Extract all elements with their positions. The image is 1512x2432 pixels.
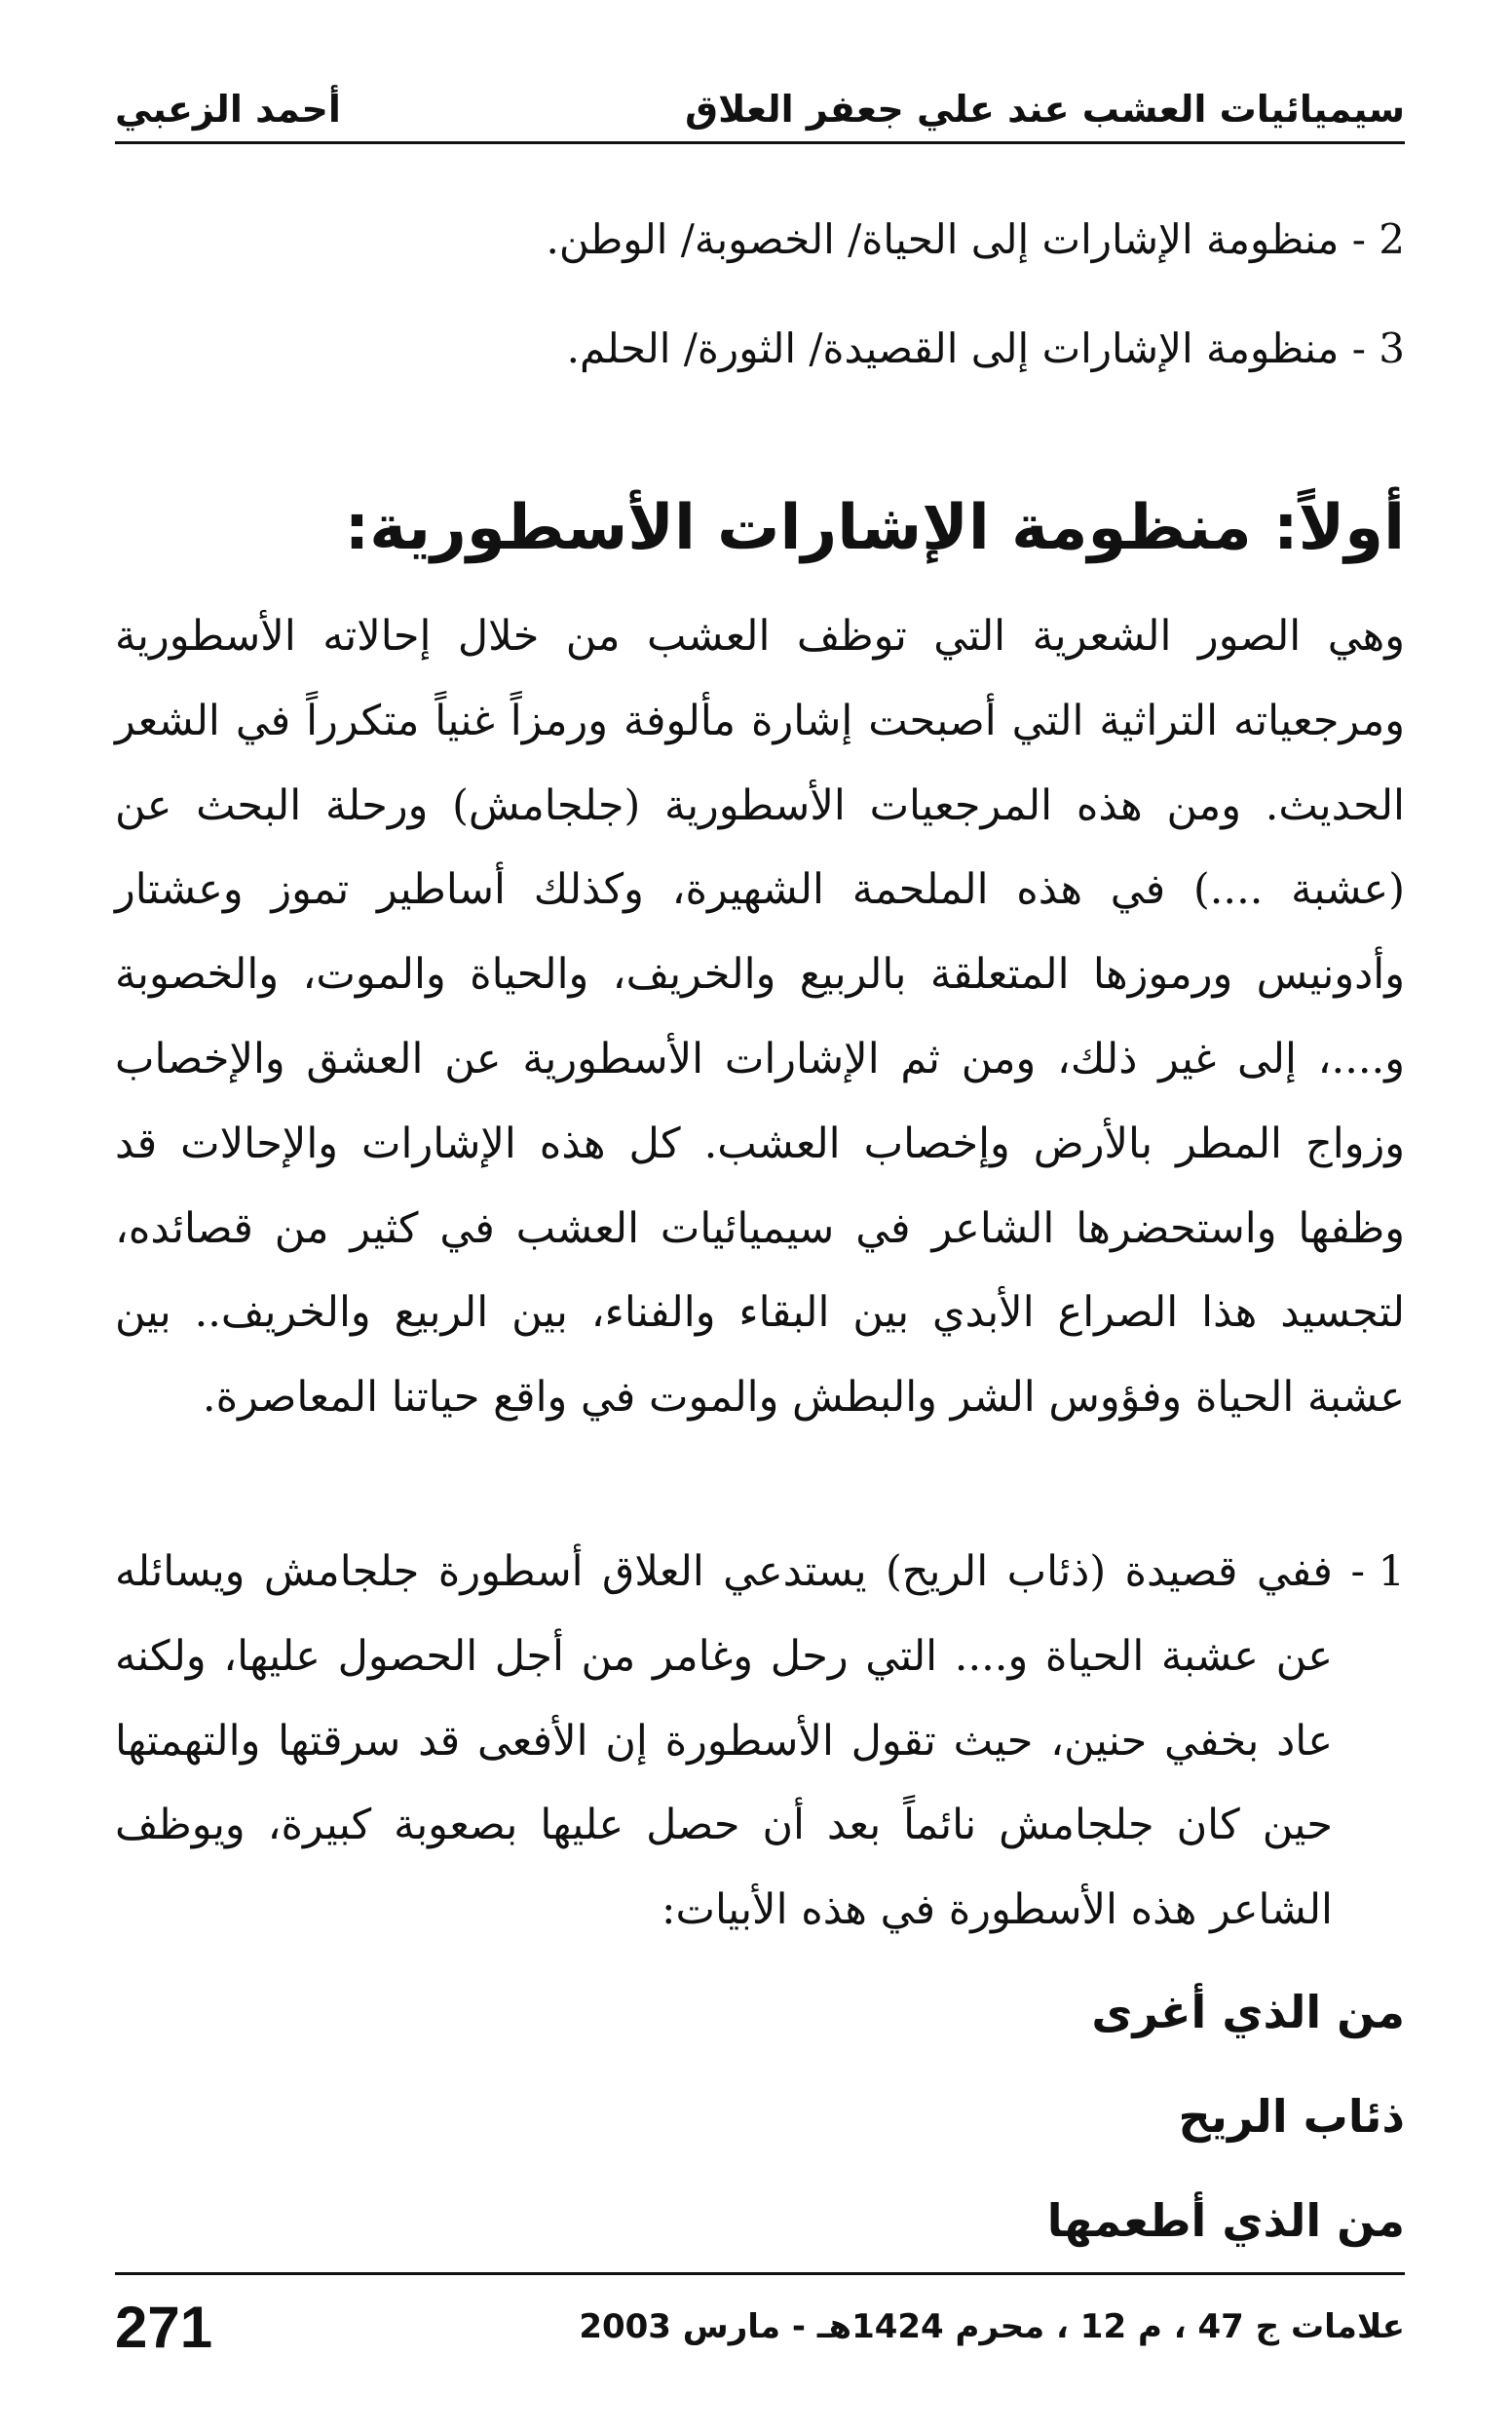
page-number: 271 (115, 2294, 213, 2360)
outline-item-number: 3 - (1351, 324, 1405, 372)
outline-item-number: 2 - (1351, 215, 1405, 263)
numbered-list-item (115, 1530, 1405, 1953)
verse-line: ذئاب الريح (1178, 2090, 1405, 2143)
running-header (115, 60, 1405, 131)
list-item-number: 1 - (1350, 1547, 1405, 1596)
verse-line: من الذي أغرى (1091, 1986, 1405, 2038)
outline-item (115, 294, 1405, 403)
header-author-name: أحمد الزعبي (115, 88, 341, 131)
footer-journal-info: علامات ج 47 ، م 12 ، محرم 1424هـ - مارس 2003 (579, 2307, 1405, 2346)
list-item-text: ففي قصيدة (ذئاب الريح) يستدعي العلاق أسطورة جلجامش ويسائله عن عشبة الحياة و.... التي رحل وغامر من أجل الحصول عليها، ولكنه عاد بخفي حنين، حيث تقول الأسطورة إن الأفعى قد سرقتها والتهمتها حين كان جلجامش نائماً بعد أن حصل عليها بصعوبة كبيرة، ويوظف الشاعر هذه الأسطورة في هذه الأبيات: (115, 1547, 1333, 1935)
outline-list (115, 185, 1405, 403)
page-footer (115, 2288, 1405, 2366)
verse-line: من الذي أطعمها (1046, 2194, 1405, 2247)
outline-item-text: منظومة الإشارات إلى الحياة/ الخصوبة/ الوطن. (546, 215, 1340, 263)
body-paragraph: وهي الصور الشعرية التي توظف العشب من خلال إحالاته الأسطورية ومرجعياته التراثية التي أصبحت إشارة مألوفة ورمزاً غنياً متكرراً في الشعر الحديث. ومن هذه المرجعيات الأسطورية (جلجامش) ورحلة البحث عن (عشبة ....) في هذه الملحمة الشهيرة، وكذلك أساطير تموز وعشتار وأدونيس ورموزها المتعلقة بالربيع والخريف، والحياة والموت، والخصوبة و....، إلى غير ذلك، ومن ثم الإشارات الأسطورية عن العشق والإخصاب وزواج المطر بالأرض وإخصاب العشب. كل هذه الإشارات والإحالات قد وظفها واستحضرها الشاعر في سيميائيات العشب في كثير من قصائده، لتجسيد هذا الصراع الأبدي بين البقاء والفناء، بين الربيع والخريف.. بين عشبة الحياة وفؤوس الشر والبطش والموت في واقع حياتنا المعاصرة. (115, 612, 1405, 1423)
header-article-title: سيميائيات العشب عند علي جعفر العلاق (685, 88, 1405, 131)
outline-item (115, 185, 1405, 294)
footer-divider (115, 2272, 1405, 2275)
section-heading: أولاً: منظومة الإشارات الأسطورية: (344, 492, 1405, 564)
header-divider (115, 141, 1405, 144)
poem-verses (585, 1960, 1405, 2273)
outline-item-text: منظومة الإشارات إلى القصيدة/ الثورة/ الحلم. (566, 324, 1340, 372)
